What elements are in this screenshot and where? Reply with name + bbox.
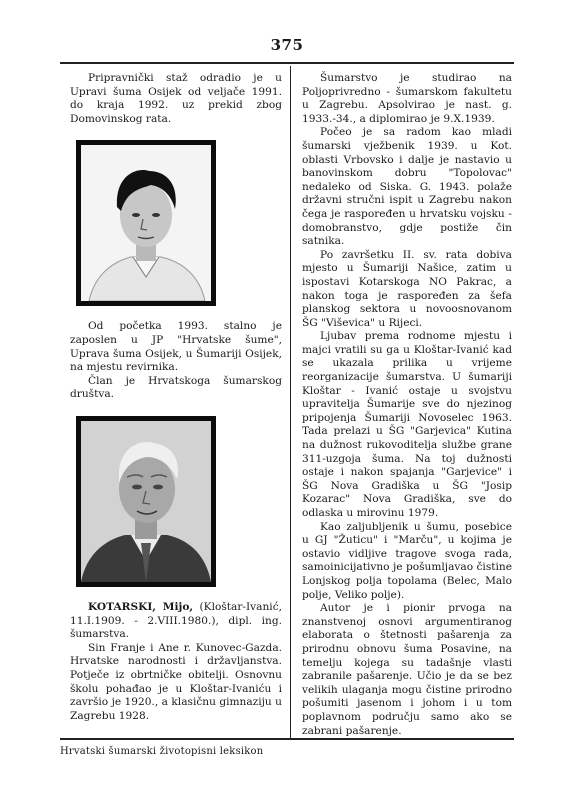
elderly-man-portrait-image xyxy=(81,421,211,582)
biography-name: KOTARSKI, Mijo, xyxy=(88,600,194,613)
left-paragraph-2: Od početka 1993. stalno je zaposlen u JP "Hrvatske šume", Uprava šuma Osijek, u Šumariji Osijek, na mjestu revirnika. xyxy=(70,320,282,374)
right-paragraph-6: Autor je i pionir prvoga na znanstvenoj osnovi argumentiranog elaborata o štetnosti pašarenja za prirodnu obnovu šuma Posavine, na temelju kojega su tadašnje vlasti zabranile pašarenje. Učio je da se bez velikih ulaganja mogu čistine prirodno pošumiti jasenom i johom i u tom poplavnom području samo ako se zabrani pašarenje. xyxy=(302,602,512,737)
left-column xyxy=(70,72,282,723)
bottom-rule xyxy=(60,738,514,740)
left-paragraph-3: Član je Hrvatskoga šumarskog društva. xyxy=(70,374,282,401)
footer-title: Hrvatski šumarski životopisni leksikon xyxy=(60,746,264,757)
right-column xyxy=(302,72,512,738)
right-paragraph-1: Šumarstvo je studirao na Poljoprivredno - šumarskom fakultetu u Zagrebu. Apsolvirao je nast. g. 1933.-34., a diplomirao je 9.X.1939. xyxy=(302,72,512,125)
young-man-portrait-image xyxy=(81,145,211,301)
portrait-photo-young xyxy=(76,140,216,306)
top-rule xyxy=(60,62,514,64)
left-paragraph-1: Pripravnički staž odradio je u Upravi šuma Osijek od veljače 1991. do kraja 1992. uz prekid zbog Domovinskog rata. xyxy=(70,72,282,125)
left-paragraph-4: Sin Franje i Ane r. Kunovec-Gazda. Hrvatske narodnosti i državljanstva. Potječe iz obrtničke obitelji. Osnovnu školu pohađao je u Kloštar-Ivaniću i završio je 1920., a klasičnu gimnaziju u Zagrebu 1928. xyxy=(70,641,282,722)
page-number: 375 xyxy=(270,36,304,54)
biography-heading xyxy=(70,601,282,642)
right-paragraph-3: Po završetku II. sv. rata dobiva mjesto u Šumariji Našice, zatim u ispostavi Kotarskoga NO Pakrac, a nakon toga je raspoređen za šefa planskog sektora u novoosnovanom ŠG "Viševica" u Rijeci. xyxy=(302,248,512,329)
right-paragraph-2: Počeo je sa radom kao mladi šumarski vježbenik 1939. u Kot. oblasti Vrbovsko i dalje je nastavio u banovinskom dobru "Topolovac" nedaleko od Siska. G. 1943. polaže državni stručni ispit u Zagrebu nakon čega je raspoređen u hrvatsku vojsku - domobranstvo, gdje postiže čin satnika. xyxy=(302,126,512,248)
right-paragraph-4: Ljubav prema rodnome mjestu i majci vratili su ga u Kloštar-Ivanić kad se ukazala prilika u vrijeme reorganizacije šumarstva. U šumariji Kloštar - Ivanić ostaje u svojstvu upravitelja Šumarije sve do njezinog pripojenja Šumariji Novoselec 1963. Tada prelazi u ŠG "Garjevica" Kutina na dužnost rukovoditelja službe grane 311-uzgoja šuma. Na toj dužnosti ostaje i nakon spajanja "Garjevice" i ŠG Nova Gradiška u ŠG "Josip Kozarac" Nova Gradiška, sve do odlaska u mirovinu 1979. xyxy=(302,330,512,519)
column-divider xyxy=(290,66,291,738)
right-paragraph-5: Kao zaljubljenik u šumu, posebice u GJ "Žuticu" i "Marču", u kojima je ostavio vidljive tragove svoga rada, samoinicijativno je pošumljavao čistine Lonjskog polja topolama (Belec, Malo polje, Veliko polje). xyxy=(302,520,512,601)
portrait-photo-kotarski xyxy=(76,416,216,587)
biography-dates: (Kloštar-Ivanić, 11.I.1909. - 2.VIII.1980.), dipl. ing. šumarstva. xyxy=(70,600,282,641)
